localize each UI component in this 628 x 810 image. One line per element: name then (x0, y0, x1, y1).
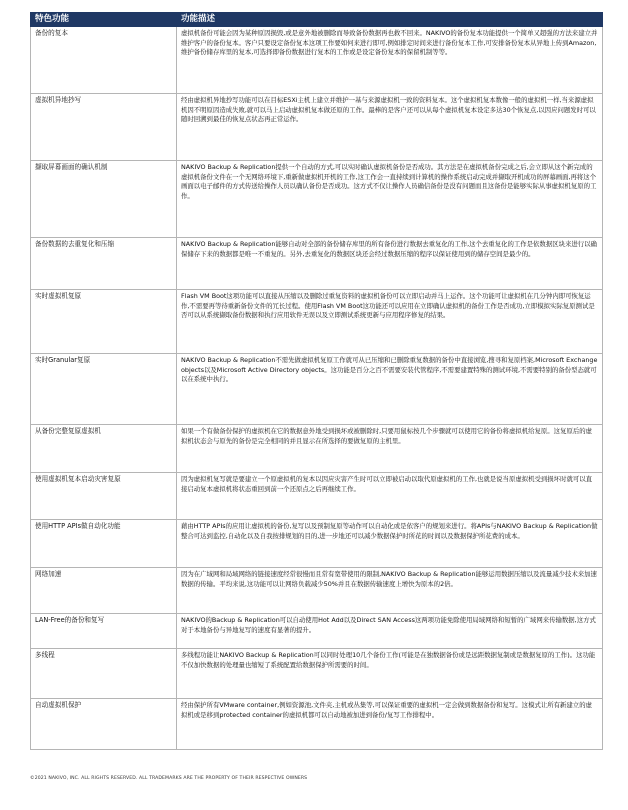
description-cell: NAKIVO的Backup & Replication可以自动使用Hot Add以及Direct SAN Access这两项功能免除使用局域网络和短暂的广域网来传输数据,这方式对于本地备份与异地复写的速度有显著的提升。 (177, 614, 603, 649)
feature-cell: LAN-Free的备份和复写 (31, 614, 177, 649)
table-row (31, 699, 603, 750)
description-cell: NAKIVO Backup & Replication提供一个自动的方式,可以实时确认虚拟机备份是否成功。其方法是在虚拟机备份完成之后,会立即从这个新完成的虚拟机备份文件在一个无网络环境下,重新做虚拟机开机的工作,这工作会一直持续到计算机的操作系统启动完成并撷取开机成功的屏幕画面,再将这个画面以电子邮件的方式传送给操作人员以确认备份是否成功。这方式不仅让操作人员确信备份是没有问题而且这备份是能够实际从事虚拟机复原的工作。 (177, 161, 603, 238)
table-row (31, 568, 603, 614)
feature-cell: 撷取屏幕画面的确认机制 (31, 161, 177, 238)
header-description: 功能描述 (177, 13, 603, 27)
feature-cell: 备份的复本 (31, 27, 177, 94)
description-cell: 经由虚拟机异地抄写功能可以在目标ESXi主机上建立并维护一基与来源虚拟机一致的资料复本。这个虚拟机复本数像一般的虚拟机一样,当来源虚拟机因不明原因造成失败,就可以马上启动虚拟机复本做还原的工作。最棒的是客户还可以从每个虚拟机复本设定多达30个恢复点,以因应问题发时可以随时回溯到最佳的恢复点状态再正常运作。 (177, 94, 603, 161)
feature-cell: 虚拟机异地抄写 (31, 94, 177, 161)
feature-cell: 使用虚拟机复本启动灾害复原 (31, 473, 177, 520)
table-row (31, 473, 603, 520)
description-cell: 因为在广域网和局域网络的链接速度经常很慢而且常有宽带使用的限制,NAKIVO Backup & Replication能够运用数据压缩以及流量减少技术来加速数据的传输。平均来说,这功能可以让网络负载减少50%并且在数据传输速度上增快为原本的2倍。 (177, 568, 603, 614)
copyright-footer: ©2021 NAKIVO, INC. ALL RIGHTS RESERVED. ALL TRADEMARKS ARE THE PROPERTY OF THEIR RESPECTIVE OWNERS (30, 776, 308, 781)
description-cell: Flash VM Boot这项功能可以直接从压缩以及删除过重复资料的虚拟机备份可以立即启动并马上运作。这个功能可让虚拟机在几分钟内即可恢复运作,不需要再等待重新备份文件的冗长过程。使用Flash VM Boot这功能还可以应用在立即确认虚拟机的备份工作是否成功,立即模拟实际复原测试是否可以从系统撷取备份数据和执行应用软件无误以及立即测试系统更新与应用程序修复的结果。 (177, 290, 603, 354)
description-cell: 多线程功能让NAKIVO Backup & Replication可以同时处理10几个备份工作(可能是在独数据备份或是远距数据复制或是数据复原的工作)。这功能不仅加快数据的处理量也缩短了系统配置给数据保护所需要的时间。 (177, 649, 603, 699)
table-row (31, 354, 603, 425)
table-row (31, 27, 603, 94)
description-cell: 经由保护所有VMware container,例如资源池,文件夹,主机或丛集等,可以保证重要的虚拟机一定会做到数据备份和复写。这模式让所有新建立的虚拟机或是移到protected container的虚拟机都可以自动地被加进到备份/复写工作排程中。 (177, 699, 603, 750)
table-header-row (31, 13, 603, 27)
description-cell: 虚拟机备份可能会因为某种原因损毁,或是意外地被删除而导致备份数据再也救不回来。NAKIVO的备份复本功能提供一个简单又超强的方法来建立并维护客户的备份复本。客户只要设定备份复本这项工作要如何来进行即可,例如排定时间来进行备份复本工作,可安排备份复本从异地上传到Amazon,维护备份储存库里的复本,可选择即备份数据进行复本的工作或是设定备份复本的保留机制等等。 (177, 27, 603, 94)
feature-cell: 实时虚拟机复原 (31, 290, 177, 354)
feature-table (30, 12, 603, 750)
description-cell: NAKIVO Backup & Replication能够自动对全部的备份储存库里的所有备份进行数据去重复化的工作,这个去重复化的工作是依数据区块来进行以确保储存下来的数据都是唯一不重复的。另外,去重复化的数据区块还会经过数据压缩的程序以保证使用到的储存空间是最少的。 (177, 238, 603, 290)
table-row (31, 290, 603, 354)
feature-cell: 使用HTTP APIs做自动化功能 (31, 520, 177, 568)
table-row (31, 649, 603, 699)
description-cell: 因为虚拟机复写就是要建立一个原虚拟机的复本以因应灾害产生时可以立即被启动以取代原虚拟机的工作,也就是说当原虚拟机受到损坏时就可以直接启动复本虚拟机将状态重回到前一个还原点之后再继续工作。 (177, 473, 603, 520)
table-row (31, 161, 603, 238)
feature-cell: 多线程 (31, 649, 177, 699)
table-row (31, 425, 603, 473)
feature-cell: 自动虚拟机保护 (31, 699, 177, 750)
table-row (31, 94, 603, 161)
feature-cell: 备份数据的去重复化和压缩 (31, 238, 177, 290)
feature-cell: 从备份完整复原虚拟机 (31, 425, 177, 473)
feature-cell: 网络加速 (31, 568, 177, 614)
description-cell: 如果一个有做备份保护的虚拟机在它的数据意外地受到损坏或被删除时,只要用鼠标按几个步骤就可以使用它的备份将虚拟机给复原。这复原后的虚拟机状态会与原先的备份是完全相同的并且显示在所选择的要做复原的主机里。 (177, 425, 603, 473)
table-row (31, 238, 603, 290)
feature-cell: 实时Granular复原 (31, 354, 177, 425)
table-row (31, 614, 603, 649)
header-feature: 特色功能 (31, 13, 177, 27)
description-cell: NAKIVO Backup & Replication不需先做虚拟机复原工作就可从已压缩和已删除重复数据的备份中直接浏览,搜寻和复原档案,Microsoft Exchange objects以及Microsoft Active Directory objects。这功能是百分之百不需要安装代管程序,不需要建置特殊的测试环境,不需要特别的备份型态就可以在系统中执行。 (177, 354, 603, 425)
description-cell: 藉由HTTP APIs的应用让虚拟机的备份,复写以及预制复原等动作可以自动化或是依客户的规划来进行。将APIs与NAKIVO Backup & Replication做整合可达到监控,自动化以及自我按排规划的目的,进一步地还可以减少数据保护时所花的时间以及数据保护所花费的成本。 (177, 520, 603, 568)
table-row (31, 520, 603, 568)
